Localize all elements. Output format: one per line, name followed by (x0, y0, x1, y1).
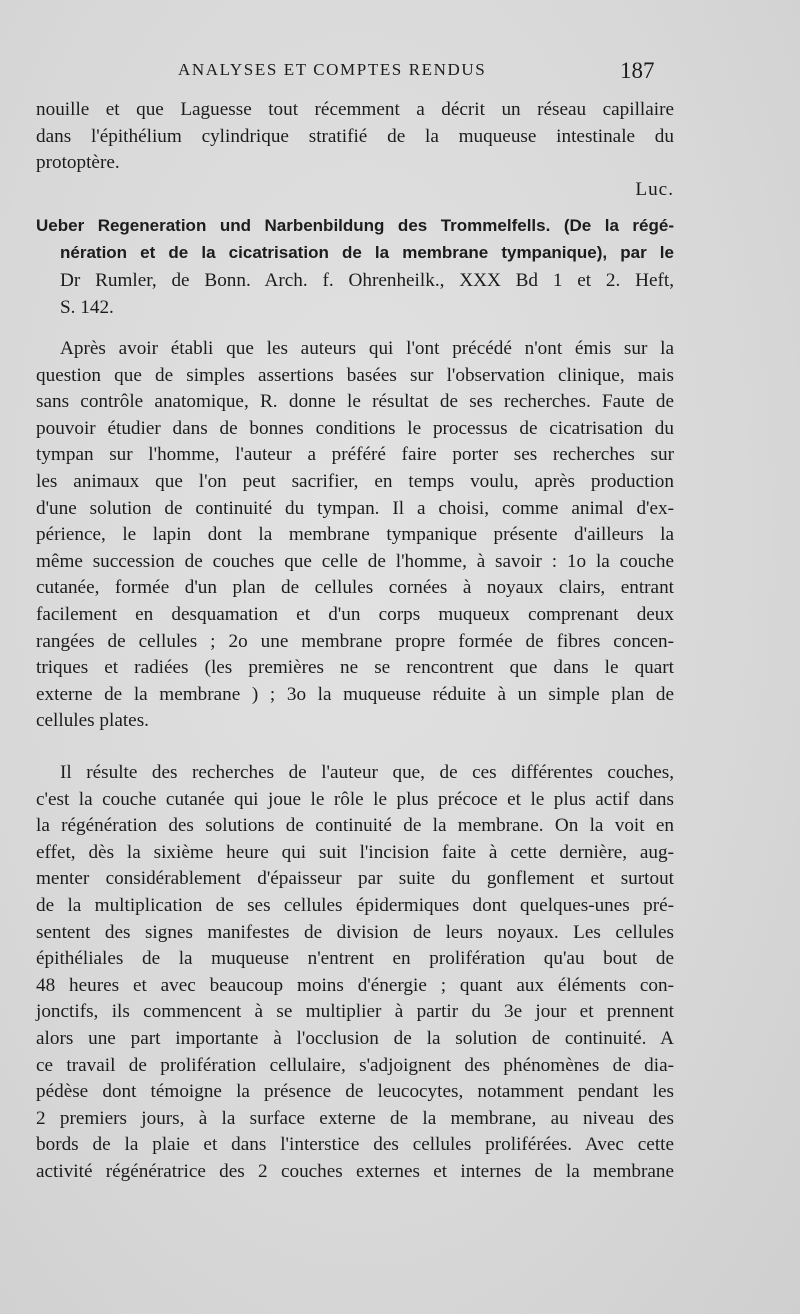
text-line: protoptère. (36, 152, 120, 174)
title-line: nération et de la cicatrisation de la membrane tympanique), par le (60, 242, 674, 262)
text-line: jonctifs, ils commencent à se multiplier à partir du 3e jour et prennent (36, 1001, 674, 1023)
text-line: sentent des signes manifestes de division de leurs noyaux. Les cellules (36, 921, 674, 943)
text-line: d'une solution de continuité du tympan. Il a choisi, comme animal d'ex- (36, 497, 674, 519)
page-number: 187 (620, 58, 655, 83)
intro-paragraph (36, 97, 674, 203)
text-line: de la multiplication de ses cellules épidermiques dont quelques-unes pré- (36, 894, 674, 916)
text-line: tympan sur l'homme, l'auteur a préféré faire porter ses recherches sur (36, 444, 674, 466)
text-line: alors une part importante à l'occlusion de la solution de continuité. A (36, 1027, 674, 1049)
running-title: ANALYSES ET COMPTES RENDUS (178, 60, 487, 79)
paragraph-1 (36, 336, 674, 735)
text-line: périence, le lapin dont la membrane tympanique présente d'ailleurs la (36, 524, 674, 546)
text-line: menter considérablement d'épaisseur par suite du gonflement et surtout (36, 868, 674, 890)
reference-line: S. 142. (60, 296, 114, 318)
page-header (0, 58, 800, 88)
text-line: 48 heures et avec beaucoup moins d'énergie ; quant aux éléments con- (36, 974, 674, 996)
text-line: dans l'épithélium cylindrique stratifié de la muqueuse intestinale du (36, 125, 674, 147)
text-line: Il résulte des recherches de l'auteur que, de ces différentes couches, (60, 762, 674, 783)
text-line: les animaux que l'on peut sacrifier, en temps voulu, après production (36, 470, 674, 492)
title-line: Ueber Regeneration und Narbenbildung des Trommelfells. (De la régé- (36, 216, 674, 235)
text-line: c'est la couche cutanée qui joue le rôle le plus précoce et le plus actif dans (36, 788, 674, 810)
text-line: ce travail de prolifération cellulaire, s'adjoignent des phénomènes de dia- (36, 1054, 674, 1076)
text-line: bords de la plaie et dans l'interstice des cellules proliférées. Avec cette (36, 1134, 674, 1156)
text-line: question que de simples assertions basées sur l'observation clinique, mais (36, 364, 674, 386)
text-line: Après avoir établi que les auteurs qui l'ont précédé n'ont émis sur la (60, 338, 674, 359)
text-line: triques et radiées (les premières ne se rencontrent que dans le quart (36, 657, 674, 679)
text-line: facilement en desquamation et d'un corps muqueux comprenant deux (36, 603, 674, 625)
text-line: externe de la membrane ) ; 3o la muqueuse réduite à un simple plan de (36, 683, 674, 705)
text-line: pédèse dont témoigne la présence de leucocytes, notamment pendant les (36, 1081, 674, 1103)
article-title (36, 213, 674, 266)
text-line: même succession de couches que celle de l'homme, à savoir : 1o la couche (36, 550, 674, 572)
text-line: cutanée, formée d'un plan de cellules cornées à noyaux clairs, entrant (36, 577, 674, 599)
text-line: nouille et que Laguesse tout récemment a décrit un réseau capillaire (36, 99, 674, 120)
text-line: sans contrôle anatomique, R. donne le résultat de ses recherches. Faute de (36, 391, 674, 413)
article-reference (36, 268, 674, 321)
text-line: effet, dès la sixième heure qui suit l'incision faite à cette dernière, aug- (36, 841, 674, 863)
text-line: 2 premiers jours, à la surface externe de la membrane, au niveau des (36, 1107, 674, 1129)
text-line: rangées de cellules ; 2o une membrane propre formée de fibres concen- (36, 630, 674, 652)
author-signature: Luc. (635, 178, 674, 200)
text-line: activité régénératrice des 2 couches externes et internes de la membrane (36, 1160, 674, 1182)
text-line: épithéliales de la muqueuse n'entrent en prolifération qu'au bout de (36, 948, 674, 970)
text-line: pouvoir étudier dans de bonnes conditions le processus de cicatrisation du (36, 417, 674, 439)
reference-line: Dr Rumler, de Bonn. Arch. f. Ohrenheilk., XXX Bd 1 et 2. Heft, (60, 270, 674, 291)
text-line: la régénération des solutions de continuité de la membrane. On la voit en (36, 815, 674, 837)
paragraph-2 (36, 760, 674, 1186)
text-line: cellules plates. (36, 710, 149, 732)
